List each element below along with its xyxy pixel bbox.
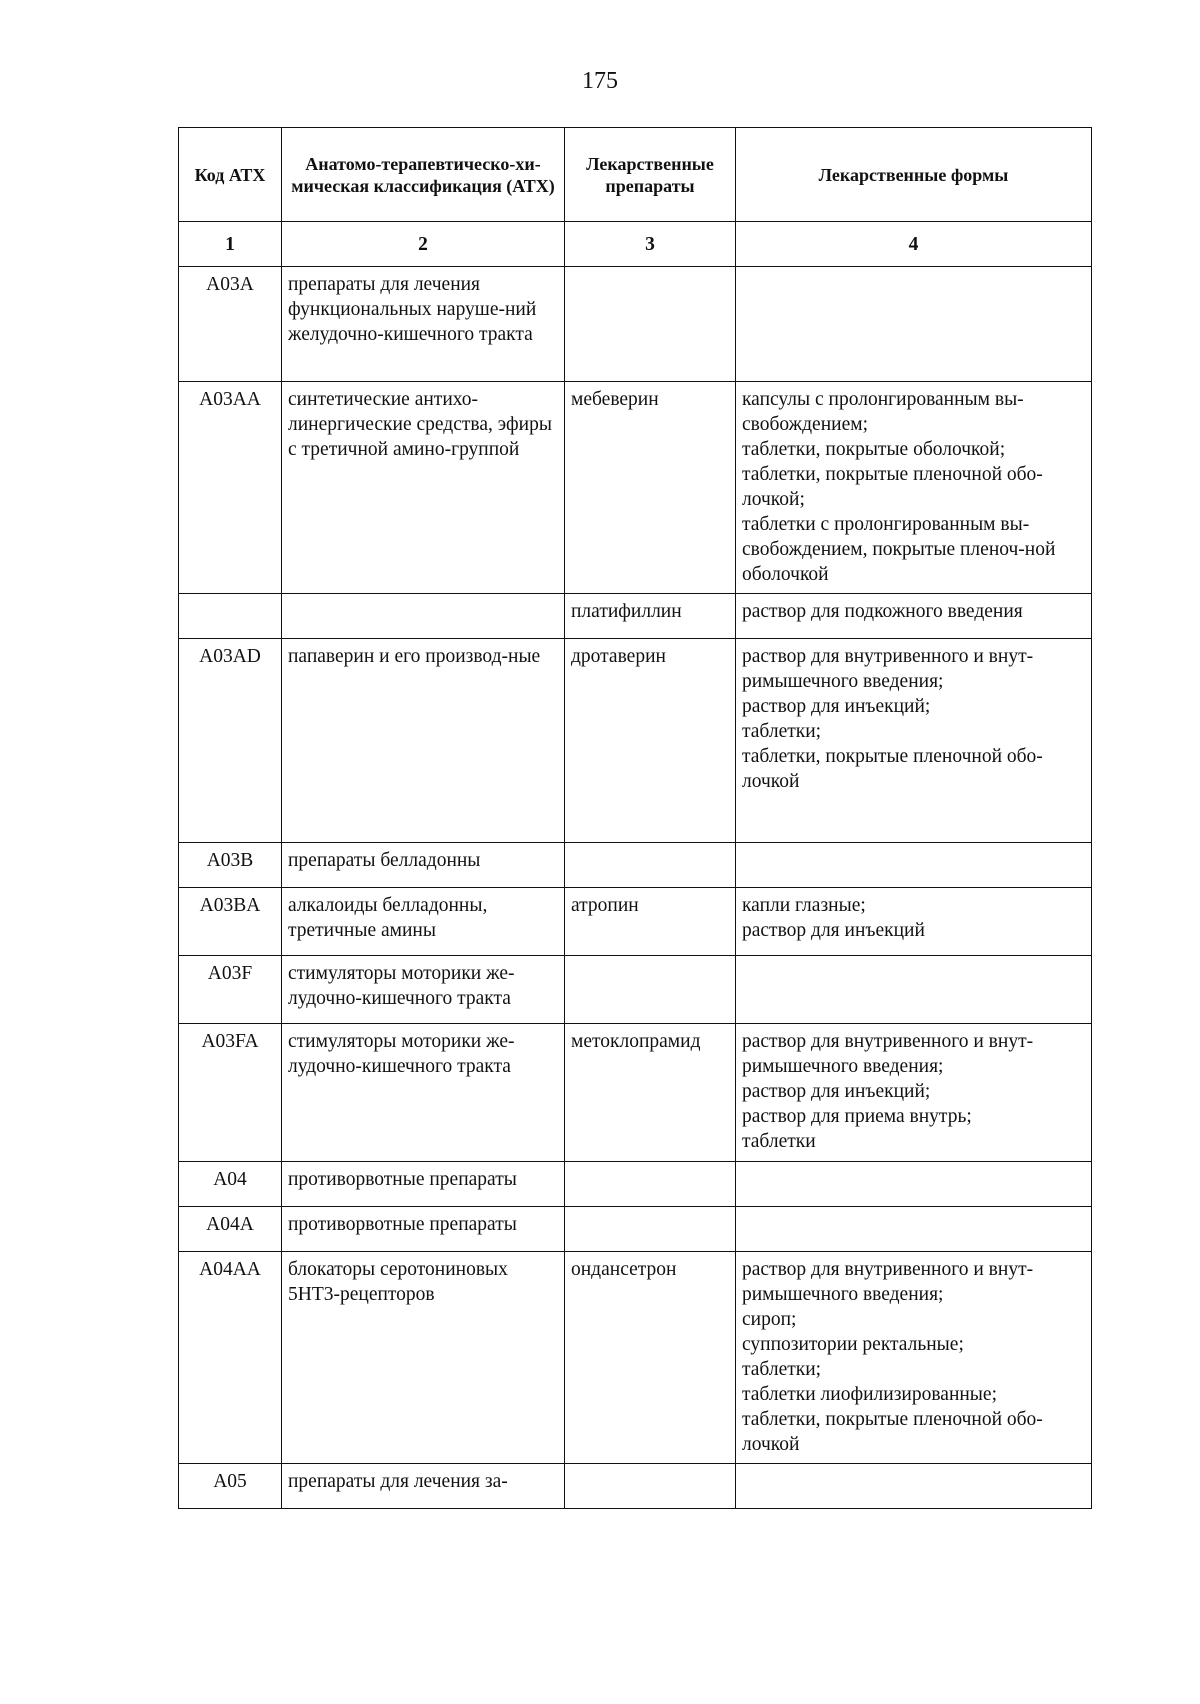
atc-table bbox=[178, 127, 1092, 1509]
table-row bbox=[179, 1252, 1092, 1464]
dosage-forms-cell bbox=[736, 1207, 1092, 1252]
atc-code-cell: A03AA bbox=[179, 382, 282, 594]
dosage-form-item: раствор для инъекций bbox=[742, 920, 925, 941]
drug-cell: мебеверин bbox=[565, 382, 736, 594]
dosage-form-item: таблетки с пролонгированным вы-свобождением, покрытые пленоч-ной оболочкой bbox=[742, 514, 1056, 585]
dosage-forms-cell bbox=[736, 1162, 1092, 1207]
dosage-forms-cell bbox=[736, 1464, 1092, 1509]
table-row bbox=[179, 888, 1092, 956]
header-classification: Анатомо-терапевтическо-хи-мическая классификация (АТХ) bbox=[282, 128, 565, 222]
dosage-form-item: таблетки; bbox=[742, 721, 822, 742]
table-row bbox=[179, 267, 1092, 382]
drug-cell: метоклопрамид bbox=[565, 1024, 736, 1162]
dosage-form-item: таблетки, покрытые пленочной обо-лочкой bbox=[742, 1409, 1043, 1455]
column-number: 3 bbox=[565, 222, 736, 267]
dosage-forms-cell bbox=[736, 382, 1092, 594]
dosage-forms-cell bbox=[736, 843, 1092, 888]
dosage-forms-cell bbox=[736, 267, 1092, 382]
dosage-form-item: таблетки, покрытые пленочной обо-лочкой; bbox=[742, 464, 1043, 510]
classification-cell: препараты белладонны bbox=[282, 843, 565, 888]
atc-code-cell: A05 bbox=[179, 1464, 282, 1509]
atc-code-cell: A03F bbox=[179, 956, 282, 1024]
drug-cell bbox=[565, 1162, 736, 1207]
header-row bbox=[179, 128, 1092, 222]
column-number: 1 bbox=[179, 222, 282, 267]
header-drugs: Лекарственные препараты bbox=[565, 128, 736, 222]
dosage-forms-cell bbox=[736, 888, 1092, 956]
classification-cell: препараты для лечения функциональных наруше-ний желудочно-кишечного тракта bbox=[282, 267, 565, 382]
atc-code-cell: A04A bbox=[179, 1207, 282, 1252]
dosage-form-item: таблетки, покрытые оболочкой; bbox=[742, 439, 1006, 460]
dosage-form-item: раствор для инъекций; bbox=[742, 696, 931, 717]
drug-cell bbox=[565, 956, 736, 1024]
page-number: 175 bbox=[582, 68, 618, 94]
dosage-form-item: суппозитории ректальные; bbox=[742, 1334, 964, 1355]
atc-code-cell: A03BA bbox=[179, 888, 282, 956]
drug-cell: ондансетрон bbox=[565, 1252, 736, 1464]
dosage-form-item: раствор для подкожного введения bbox=[742, 601, 1023, 622]
dosage-forms-cell bbox=[736, 1252, 1092, 1464]
classification-cell: стимуляторы моторики же-лудочно-кишечного тракта bbox=[282, 956, 565, 1024]
dosage-form-item: таблетки, покрытые пленочной обо-лочкой bbox=[742, 746, 1043, 792]
drug-cell bbox=[565, 1207, 736, 1252]
dosage-form-item: раствор для инъекций; bbox=[742, 1081, 931, 1102]
classification-cell: папаверин и его производ-ные bbox=[282, 639, 565, 843]
table-row bbox=[179, 1162, 1092, 1207]
dosage-form-item: раствор для приема внутрь; bbox=[742, 1106, 972, 1127]
classification-cell: противорвотные препараты bbox=[282, 1162, 565, 1207]
table-row bbox=[179, 1207, 1092, 1252]
classification-cell: блокаторы серотониновых 5HT3-рецепторов bbox=[282, 1252, 565, 1464]
atc-code-cell bbox=[179, 594, 282, 639]
table-row bbox=[179, 843, 1092, 888]
atc-code-cell: A04AA bbox=[179, 1252, 282, 1464]
atc-code-cell: A03FA bbox=[179, 1024, 282, 1162]
dosage-form-item: капли глазные; bbox=[742, 895, 866, 916]
atc-code-cell: A03A bbox=[179, 267, 282, 382]
classification-cell: противорвотные препараты bbox=[282, 1207, 565, 1252]
dosage-form-item: сироп; bbox=[742, 1309, 797, 1330]
table-row bbox=[179, 956, 1092, 1024]
drug-cell: атропин bbox=[565, 888, 736, 956]
header-forms: Лекарственные формы bbox=[736, 128, 1092, 222]
dosage-forms-cell bbox=[736, 1024, 1092, 1162]
drug-cell bbox=[565, 267, 736, 382]
dosage-form-item: таблетки bbox=[742, 1131, 816, 1152]
header-code: Код АТХ bbox=[179, 128, 282, 222]
drug-cell bbox=[565, 1464, 736, 1509]
column-number: 4 bbox=[736, 222, 1092, 267]
drug-cell: дротаверин bbox=[565, 639, 736, 843]
dosage-forms-cell bbox=[736, 956, 1092, 1024]
classification-cell: препараты для лечения за- bbox=[282, 1464, 565, 1509]
dosage-form-item: раствор для внутривенного и внут-римышечного введения; bbox=[742, 1259, 1034, 1305]
classification-cell: алкалоиды белладонны, третичные амины bbox=[282, 888, 565, 956]
dosage-form-item: таблетки лиофилизированные; bbox=[742, 1384, 997, 1405]
dosage-form-item: капсулы с пролонгированным вы-свобождением; bbox=[742, 389, 1024, 435]
table-row bbox=[179, 382, 1092, 594]
table-row bbox=[179, 1464, 1092, 1509]
table-row bbox=[179, 1024, 1092, 1162]
atc-code-cell: A03B bbox=[179, 843, 282, 888]
dosage-form-item: таблетки; bbox=[742, 1359, 822, 1380]
dosage-forms-cell bbox=[736, 594, 1092, 639]
classification-cell: синтетические антихо-линергические средства, эфиры с третичной амино-группой bbox=[282, 382, 565, 594]
atc-code-cell: A03AD bbox=[179, 639, 282, 843]
dosage-form-item: раствор для внутривенного и внут-римышечного введения; bbox=[742, 646, 1034, 692]
dosage-form-item: раствор для внутривенного и внут-римышечного введения; bbox=[742, 1031, 1034, 1077]
dosage-forms-cell bbox=[736, 639, 1092, 843]
drug-cell bbox=[565, 843, 736, 888]
table-row bbox=[179, 639, 1092, 843]
column-number: 2 bbox=[282, 222, 565, 267]
classification-cell: стимуляторы моторики же-лудочно-кишечного тракта bbox=[282, 1024, 565, 1162]
atc-code-cell: A04 bbox=[179, 1162, 282, 1207]
drug-cell: платифиллин bbox=[565, 594, 736, 639]
column-number-row bbox=[179, 222, 1092, 267]
classification-cell bbox=[282, 594, 565, 639]
table-row bbox=[179, 594, 1092, 639]
